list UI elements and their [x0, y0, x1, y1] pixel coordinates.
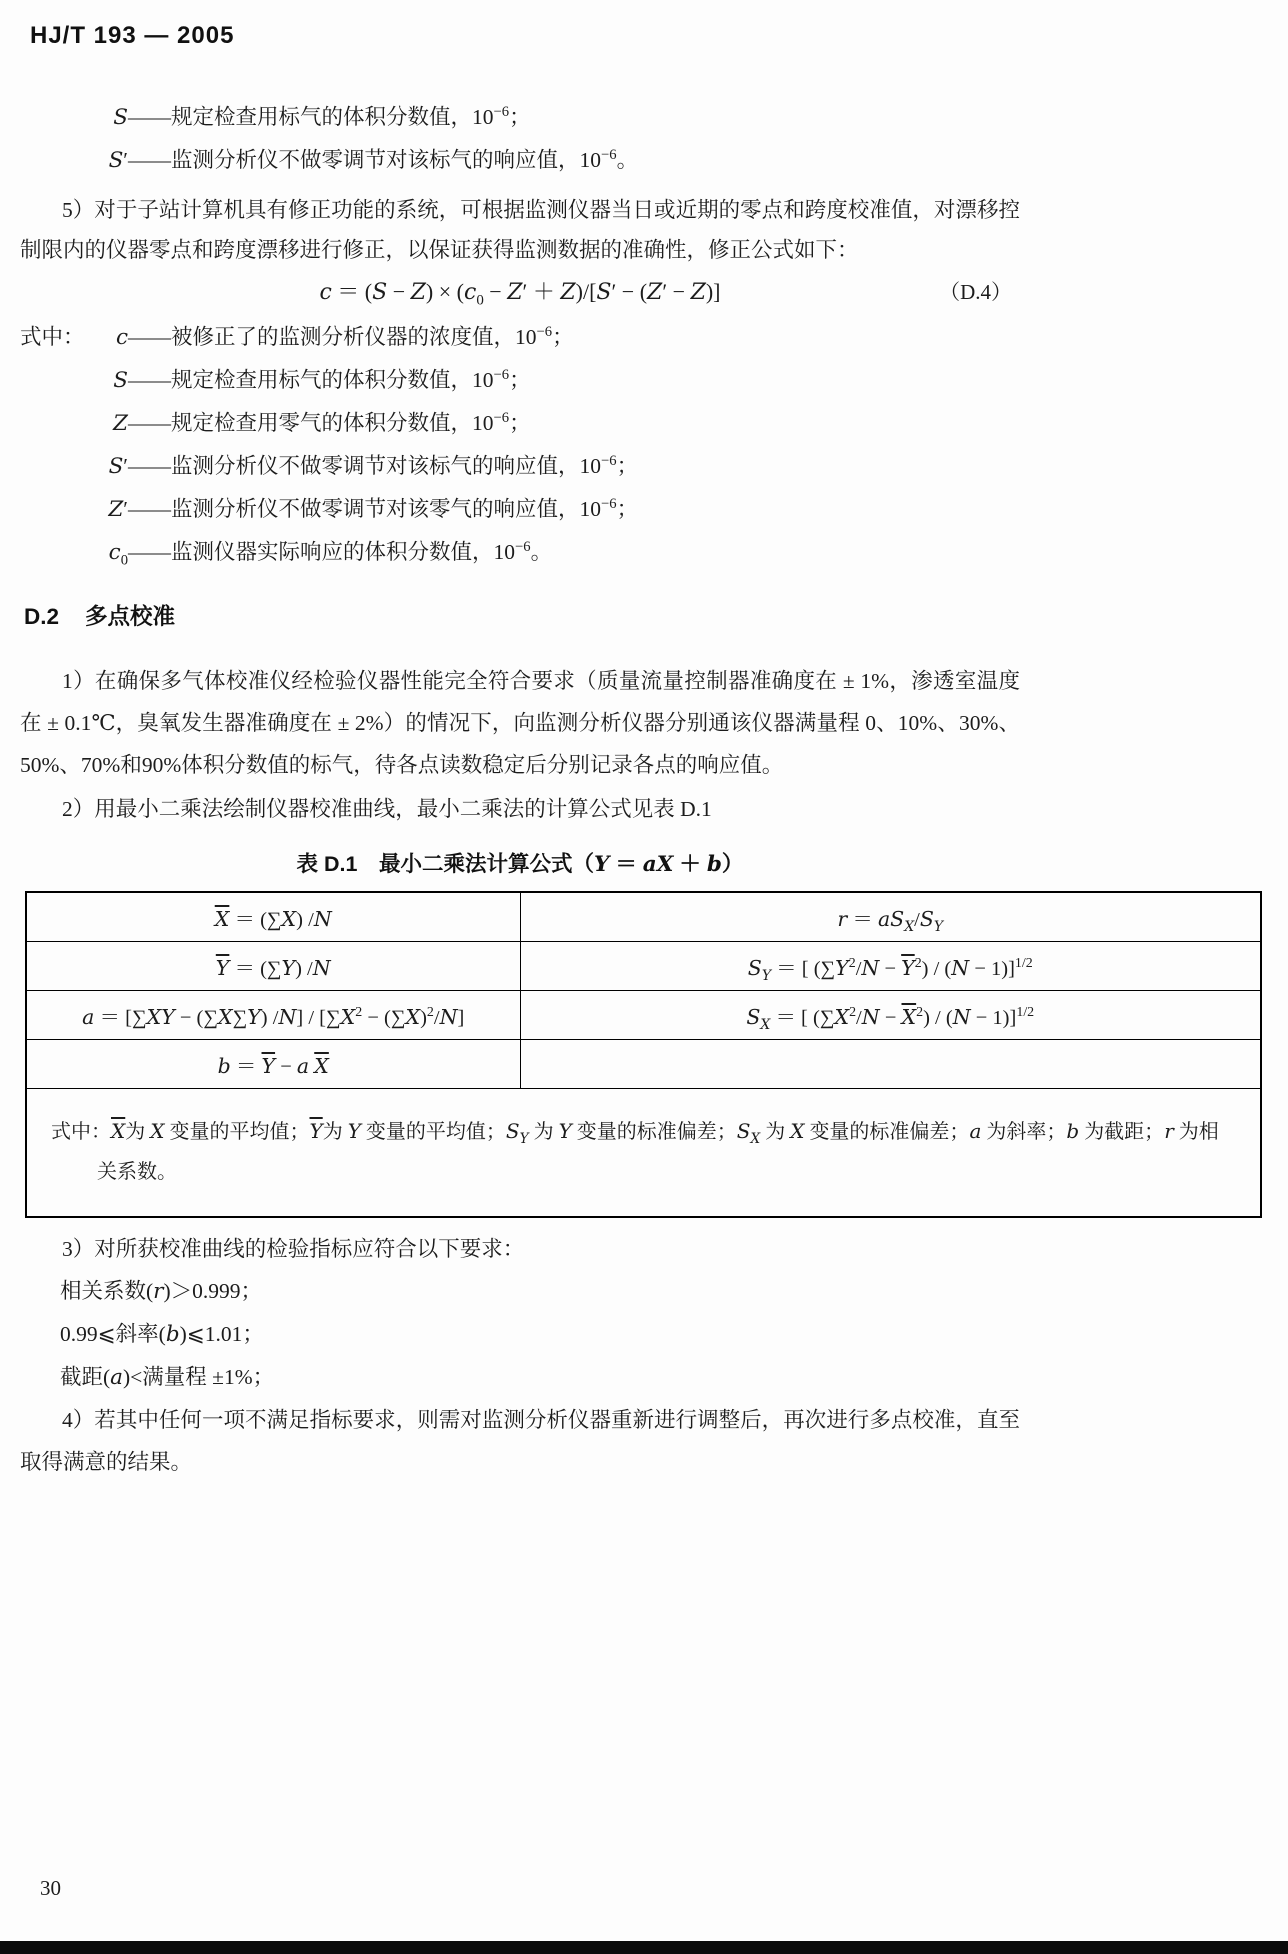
definition-text: ——监测分析仪不做零调节对该标气的响应值，$10^{-6}$。	[128, 146, 639, 172]
definition-prefix-spacer	[20, 531, 92, 574]
formula-cell	[520, 1040, 1261, 1089]
criterion-intercept: 截距(a)<满量程 ±1%；	[60, 1365, 275, 1390]
definition-text: ——规定检查用标气的体积分数值，$10^{-6}$；	[128, 366, 531, 392]
formula-d4	[20, 272, 1020, 313]
definition-symbol: Z′	[108, 497, 128, 522]
where-prefix: 式中：	[20, 325, 85, 349]
definition-row	[20, 531, 1020, 574]
clause-3-lead: 3）对所获校准曲线的检验指标应符合以下要求：	[62, 1237, 525, 1261]
formula-cell: a ＝ [∑XY − (∑X∑Y) $/N] / [\sum X^2 - (\sum X)^2/N]$	[26, 991, 520, 1040]
definition-symbol: $c_0$	[108, 540, 128, 569]
table-d1-title: 表 D.1 最小二乘法计算公式（Y ＝ aX ＋ b）	[296, 852, 744, 877]
section-d2-heading	[24, 600, 1288, 634]
table-row	[26, 1040, 1261, 1089]
criterion-slope: 0.99⩽斜率(b)⩽1.01；	[60, 1322, 264, 1347]
table-row	[26, 892, 1261, 942]
table-row	[26, 942, 1261, 991]
paragraph-text: 2）用最小二乘法绘制仪器校准曲线，最小二乘法的计算公式见表 D.1	[62, 797, 712, 821]
clause-3-block	[20, 1228, 1020, 1399]
top-definition-list	[20, 96, 1020, 182]
definition-prefix-spacer	[20, 96, 92, 139]
formula-expression: $c = (S - Z) \times (c_0 - Z' + Z)/[S' - (Z' - Z)]$	[319, 279, 721, 309]
formula-cell: $S_Y$ ＝ [ $(\sum Y^2/N - \overline{Y}^2) / (N - 1)]^{1/2}$	[520, 942, 1261, 991]
definition-symbol: S	[113, 105, 128, 130]
definition-symbol: S	[113, 368, 128, 393]
definition-row	[20, 359, 1020, 402]
paragraph-text: 4）若其中任何一项不满足指标要求，则需对监测分析仪器重新进行调整后，再次进行多点校准，直至取得满意的结果。	[20, 1408, 1020, 1474]
formula-cell: $r = aS_X/S_Y$	[520, 892, 1261, 942]
definition-prefix-spacer	[20, 488, 92, 531]
paragraph-text: 5）对于子站计算机具有修正功能的系统，可根据监测仪器当日或近期的零点和跨度校准值，对漂移控制限内的仪器零点和跨度漂移进行修正，以保证获得监测数据的准确性，修正公式如下：	[20, 198, 1020, 262]
definition-symbol: c	[115, 325, 128, 350]
definition-row	[20, 402, 1020, 445]
table-note: 式中：$\overline{X}$为 X 变量的平均值；$\overline{Y}$为 Y 变量的平均值；$S_Y$ 为 Y 变量的标准偏差；$S_X$ 为 X 变量的标准偏差；a 为斜率；b 为截距；r 为相关系数。	[26, 1089, 1261, 1218]
definition-symbol: S′	[108, 454, 128, 479]
page-number: 30	[40, 1876, 61, 1900]
definition-prefix-spacer	[20, 445, 92, 488]
definition-text: ——规定检查用零气的体积分数值，$10^{-6}$；	[128, 409, 531, 435]
table-note-row	[26, 1089, 1261, 1218]
clause-4-paragraph	[20, 1399, 1020, 1483]
definition-row	[20, 96, 1020, 139]
definition-text: ——被修正了的监测分析仪器的浓度值，$10^{-6}$；	[128, 323, 574, 349]
paragraph-text: 1）在确保多气体校准仪经检验仪器性能完全符合要求（质量流量控制器准确度在 ± 1%，渗透室温度在 ± 0.1℃，臭氧发生器准确度在 ± 2%）的情况下，向监测分析仪器分别通该仪器满量程 0、10%、30%、50%、70%和90%体积分数值的标气，待各点读数稳定后分别记录各点的响应值。	[20, 669, 1020, 777]
definition-prefix-spacer	[20, 402, 92, 445]
definition-prefix-spacer	[20, 139, 92, 182]
formula-cell: $\overline{Y} = (\sum Y)$ /N	[26, 942, 520, 991]
clause-2-paragraph	[20, 788, 1020, 830]
section-title: 多点校准	[85, 604, 176, 629]
definition-row	[20, 445, 1020, 488]
definition-text: ——监测分析仪不做零调节对该零气的响应值，$10^{-6}$；	[128, 495, 639, 521]
formula-cell: $b = \overline{Y} - a$ $\overline{X}$	[26, 1040, 520, 1089]
definition-text: ——规定检查用标气的体积分数值，$10^{-6}$；	[128, 103, 531, 129]
definition-row	[20, 488, 1020, 531]
clause-1-paragraph	[20, 660, 1020, 786]
formula-cell: $S_X$ ＝ [ $(\sum X^2/N - \overline{X}^2) / (N - 1)]^{1/2}$	[520, 991, 1261, 1040]
standard-code-header: HJ/T 193 — 2005	[30, 22, 235, 49]
definition-text: ——监测分析仪不做零调节对该标气的响应值，$10^{-6}$；	[128, 452, 639, 478]
section-number: D.2	[24, 604, 60, 629]
clause-5-paragraph	[20, 190, 1020, 270]
criterion-correlation: 相关系数(r)＞0.999；	[60, 1279, 262, 1304]
definition-symbol: S′	[108, 148, 128, 173]
definition-row	[20, 139, 1020, 182]
definition-text: ——监测仪器实际响应的体积分数值，$10^{-6}$。	[128, 538, 553, 564]
where-definition-list	[20, 316, 1020, 574]
scan-edge-artifact	[0, 1941, 1288, 1954]
table-row	[26, 991, 1261, 1040]
definition-symbol: Z	[113, 411, 128, 436]
formula-number: （D.4）	[939, 280, 1012, 304]
page-content	[0, 72, 1288, 1483]
definition-prefix-spacer	[20, 359, 92, 402]
formula-cell: $\overline{X} = (\sum X)$ /N	[26, 892, 520, 942]
table-d1	[25, 891, 1262, 1218]
definition-row	[20, 316, 1020, 359]
